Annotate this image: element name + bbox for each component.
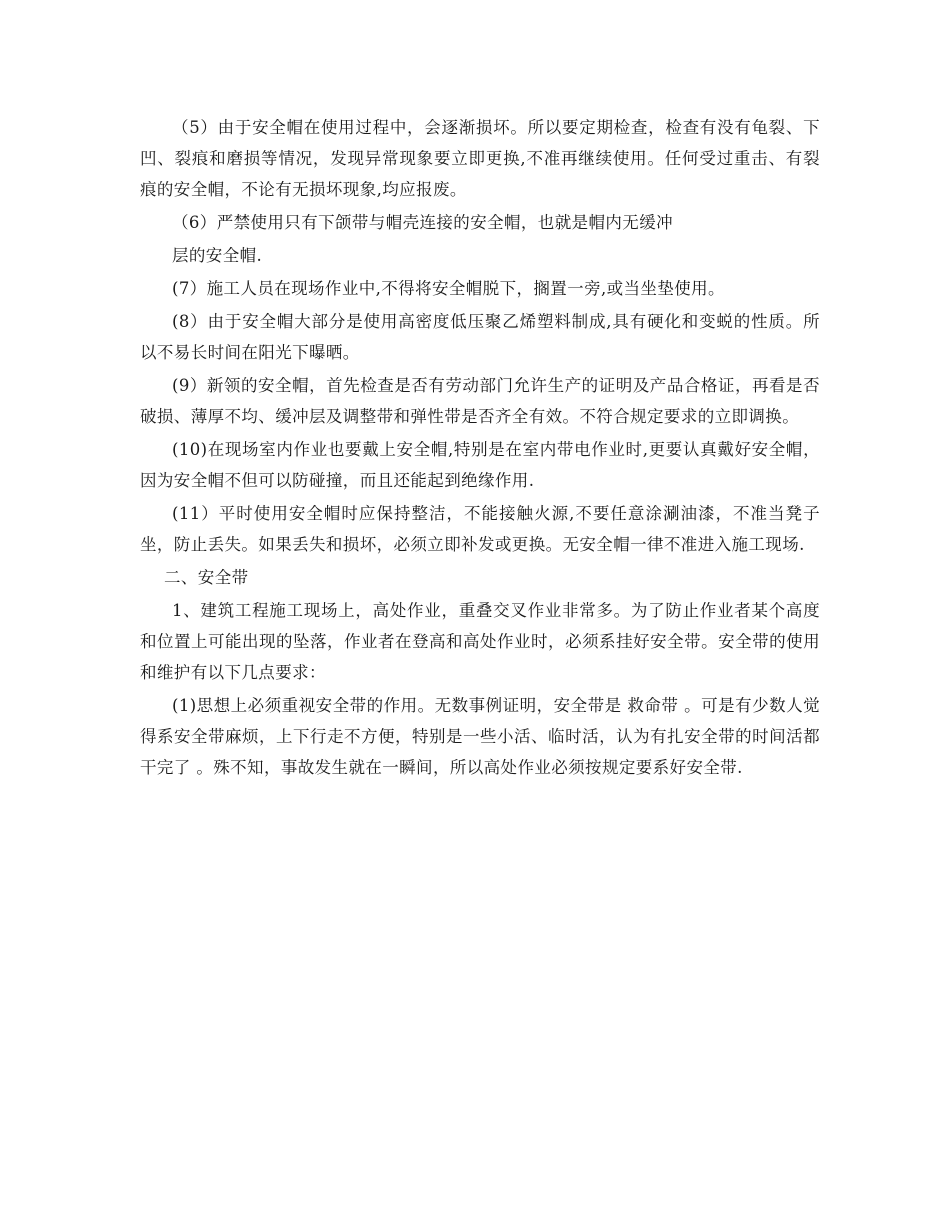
paragraph-helmet-6: （6）严禁使用只有下颌带与帽壳连接的安全帽，也就是帽内无缓冲	[172, 213, 673, 232]
paragraph-helmet-11: (11）平时使用安全帽时应保持整洁，不能接触火源,不要任意涂涮油漆，不准当凳子坐，防止丢失。如果丢失和损坏，必须立即补发或更换。无安全帽一律不准进入施工现场.	[140, 504, 820, 554]
paragraph-helmet-9: (9）新领的安全帽，首先检查是否有劳动部门允许生产的证明及产品合格证，再看是否破损、薄厚不均、缓冲层及调整带和弹性带是否齐全有效。不符合规定要求的立即调换。	[140, 376, 820, 426]
document-body	[140, 112, 820, 783]
paragraph-helmet-6-continued: 层的安全帽.	[172, 246, 263, 265]
paragraph-belt-1: (1)思想上必须重视安全带的作用。无数事例证明，安全带是 救命带 。可是有少数人觉得系安全带麻烦，上下行走不方便，特别是一些小活、临时活，认为有扎安全带的时间活都干完了 。殊不知，事故发生就在一瞬间，所以高处作业必须按规定要系好安全带.	[140, 696, 820, 777]
paragraph-belt-intro: 1、建筑工程施工现场上，高处作业，重叠交叉作业非常多。为了防止作业者某个高度和位置上可能出现的坠落，作业者在登高和高处作业时，必须系挂好安全带。安全带的使用和维护有以下几点要求：	[140, 601, 820, 682]
paragraph-helmet-7: (7）施工人员在现场作业中,不得将安全帽脱下，搁置一旁,或当坐垫使用。	[172, 279, 725, 298]
paragraph-helmet-5: （5）由于安全帽在使用过程中，会逐渐损坏。所以要定期检查，检查有没有龟裂、下凹、裂痕和磨损等情况，发现异常现象要立即更换,不准再继续使用。任何受过重击、有裂痕的安全帽，不论有无损坏现象,均应报废。	[140, 118, 820, 199]
section-heading-safety-belt: 二、安全带	[164, 568, 249, 587]
paragraph-helmet-10: (10)在现场室内作业也要戴上安全帽,特别是在室内带电作业时,更要认真戴好安全帽，因为安全帽不但可以防碰撞，而且还能起到绝缘作用.	[140, 440, 820, 490]
paragraph-helmet-8: (8）由于安全帽大部分是使用高密度低压聚乙烯塑料制成,具有硬化和变蜕的性质。所以不易长时间在阳光下曝晒。	[140, 312, 820, 362]
